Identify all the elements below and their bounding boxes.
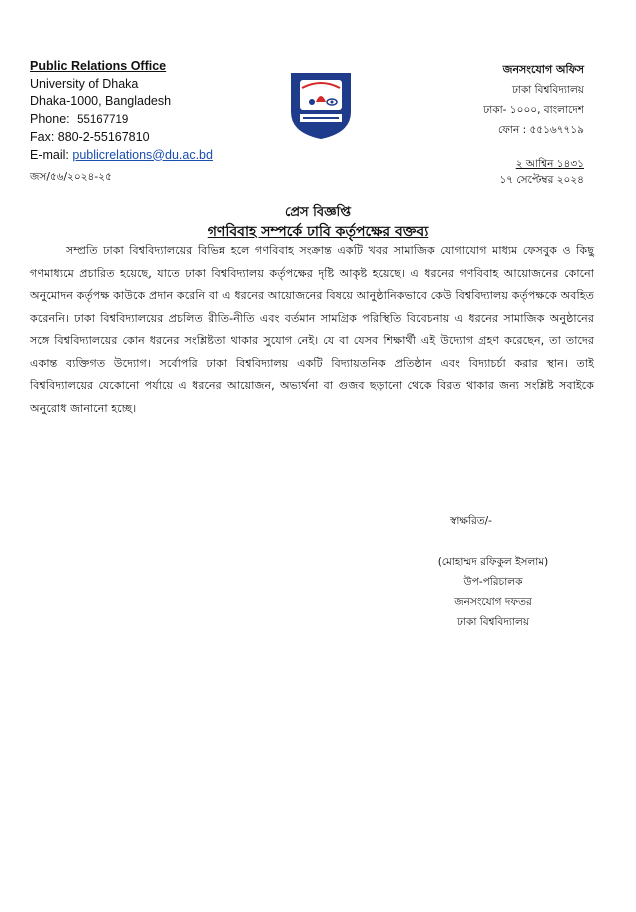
press-release-heading: প্রেস বিজ্ঞপ্তি <box>285 205 351 220</box>
press-release-title: গণবিবাহ সম্পর্কে ঢাবি কর্তৃপক্ষের বক্তব্য <box>207 224 429 240</box>
phone-line <box>30 111 260 130</box>
signed-mark: স্বাক্ষরিত/- <box>450 515 492 527</box>
address: Dhaka-1000, Bangladesh <box>30 94 172 108</box>
university-name-bn: ঢাকা বিশ্ববিদ্যালয় <box>511 84 584 96</box>
address-bn: ঢাকা- ১০০০, বাংলাদেশ <box>483 104 584 116</box>
header-right <box>483 60 584 140</box>
university-logo <box>290 72 352 140</box>
office-name: Public Relations Office <box>30 59 167 73</box>
email-label: E-mail: <box>30 147 69 162</box>
english-date: ১৭ সেপ্টেম্বর ২০২৪ <box>499 174 584 186</box>
signatory-designation: উপ-পরিচালক <box>463 576 523 588</box>
phone-bn: ফোন : ৫৫১৬৭৭১৯ <box>497 124 584 136</box>
signatory-office: জনসংযোগ দফতর <box>454 596 532 608</box>
reference-number: জস/৫৬/২০২৪-২৫ <box>30 171 112 183</box>
date-block <box>499 156 584 188</box>
body-paragraph: সম্প্রতি ঢাকা বিশ্ববিদ্যালয়ের বিভিন্ন হলে গণবিবাহ সংক্রান্ত একটি খবর সামাজিক যোগাযোগ মাধ্যম ফেসবুক ও কিছু গণমাধ্যমে প্রচারিত হয়েছে, যাতে ঢাকা বিশ্ববিদ্যালয় কর্তৃপক্ষের দৃষ্টি আকৃষ্ট হয়েছে। এ ধরনের গণবিবাহ আয়োজনের কোনো অনুমোদন কর্তৃপক্ষ কাউকে প্রদান করেনি বা এ ধরনের আয়োজনের বিষয়ে আনুষ্ঠানিকভাবে কেউ বিশ্ববিদ্যালয় কর্তৃপক্ষকে অবহিত করেননি। ঢাকা বিশ্ববিদ্যালয়ের প্রচলিত রীতি-নীতি এবং বর্তমান সামগ্রিক পরিস্থিতি বিবেচনায় এ ধরনের সামাজিক অনুষ্ঠানের সঙ্গে বিশ্ববিদ্যালয়ের কোন ধরনের সংশ্লিষ্টতা থাকার সুযোগ নেই। যে বা যেসব শিক্ষার্থী এই উদ্যোগ গ্রহণ করেছেন, তা তাদের একান্ত ব্যক্তিগত উদ্যোগ। সর্বোপরি ঢাকা বিশ্ববিদ্যালয় একটি বিদ্যায়তনিক প্রতিষ্ঠান এবং বিদ্যাচর্চা করার স্থান। তাই বিশ্ববিদ্যালয়ের যেকোনো পর্যায়ে এ ধরনের আয়োজন, অভ্যর্থনা বা গুজব ছড়ানো থেকে বিরত থাকার জন্য সংশ্লিষ্ট সবাইকে অনুরোধ জানানো হচ্ছে। <box>30 244 594 415</box>
phone-number: 55167719 <box>77 113 129 126</box>
email-link[interactable]: publicrelations@du.ac.bd <box>72 147 213 162</box>
email-line <box>30 147 260 165</box>
signatory-university: ঢাকা বিশ্ববিদ্যালয় <box>456 616 530 628</box>
bangla-date: ২ আশ্বিন ১৪৩১ <box>515 158 584 170</box>
phone-label: Phone: <box>30 111 70 126</box>
fax-line: Fax: 880-2-55167810 <box>30 130 150 144</box>
university-name: University of Dhaka <box>30 76 139 91</box>
signatory-name: (মোহাম্মদ রফিকুল ইসলাম) <box>437 556 549 568</box>
signatory-block <box>418 552 568 632</box>
header-left <box>30 58 260 164</box>
office-name-bn: জনসংযোগ অফিস <box>502 63 584 76</box>
